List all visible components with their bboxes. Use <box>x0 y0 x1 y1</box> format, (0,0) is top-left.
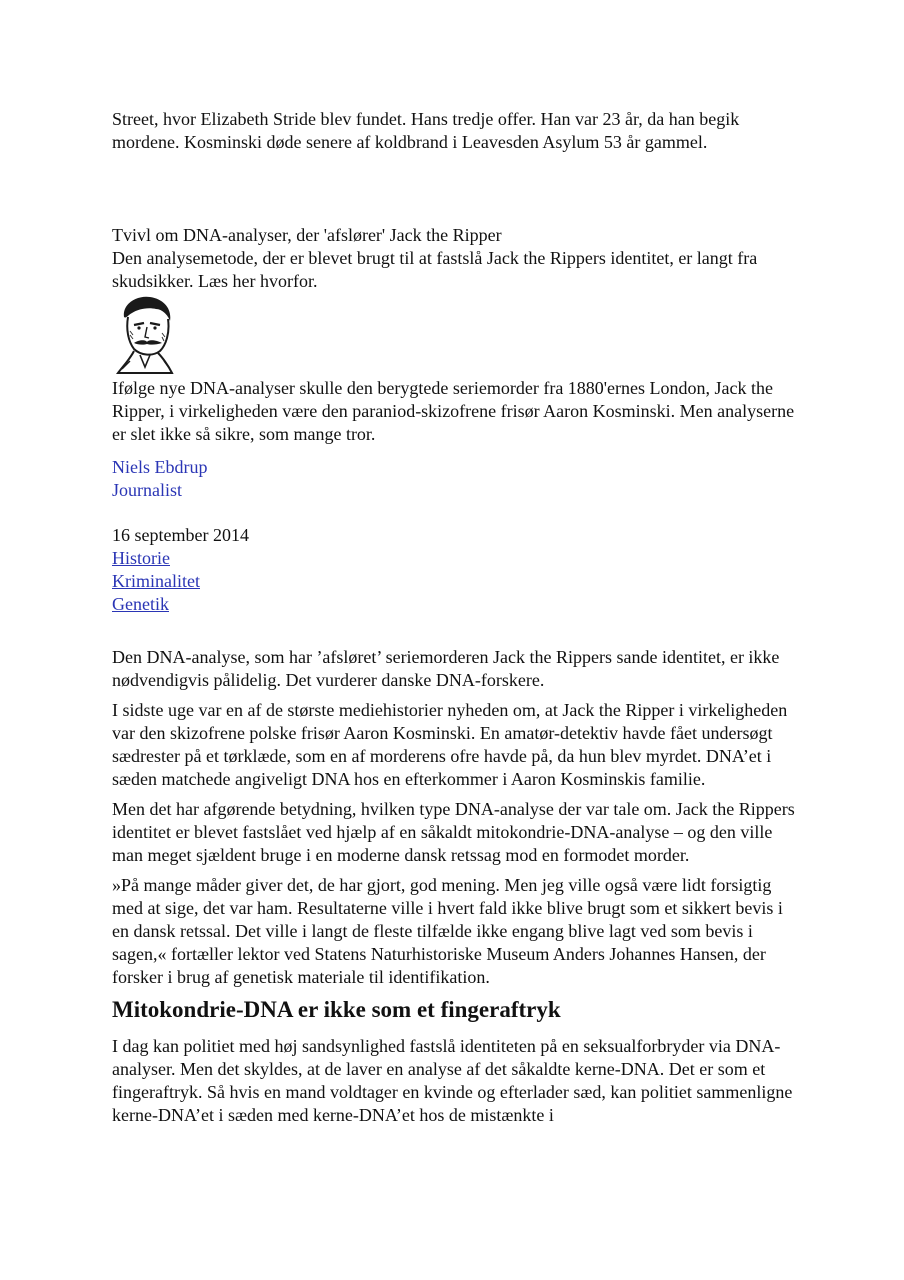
body-paragraph: I dag kan politiet med høj sandsynlighed fastslå identiteten på en seksualforbryder via DNA-analyser. Men det skyldes, at de laver en analyse af det såkaldte kerne-DNA. Det er som et fingeraftryk. Så hvis en mand voldtager en kvinde og efterlader sæd, kan politiet sammenligne kerne-DNA’et i sæden med kerne-DNA’et hos de mistænkte i <box>112 1036 793 1125</box>
author-block <box>112 456 802 502</box>
spacer <box>112 154 802 224</box>
lead-paragraph: Ifølge nye DNA-analyser skulle den berygtede seriemorder fra 1880'ernes London, Jack the Ripper, i virkeligheden være den paraniod-skizofrene frisør Aaron Kosminski. Men analyserne er slet ikke så sikre, som mange tror. <box>112 378 795 444</box>
publish-date: 16 september 2014 <box>112 525 249 545</box>
article-body <box>112 646 802 989</box>
intro-paragraph: Street, hvor Elizabeth Stride blev fundet. Hans tredje offer. Han var 23 år, da han begik mordene. Kosminski døde senere af koldbrand i Leavesden Asylum 53 år gammel. <box>112 109 740 152</box>
teaser-title[interactable]: Tvivl om DNA-analyser, der 'afslører' Jack the Ripper <box>112 225 502 245</box>
section-heading: Mitokondrie-DNA er ikke som et fingeraftryk <box>112 997 561 1022</box>
tag-link-historie[interactable]: Historie <box>112 548 170 568</box>
author-name[interactable]: Niels Ebdrup <box>112 457 208 477</box>
tag-link-genetik[interactable]: Genetik <box>112 594 169 614</box>
body-paragraph: »På mange måder giver det, de har gjort, god mening. Men jeg ville også være lidt forsigtig med at sige, det var ham. Resultaterne ville i hvert fald ikke blive brugt som et sikkert bevis i en dansk retssal. Det ville i langt de fleste tilfælde ikke engang blive lagt ved som bevis i sagen,« fortæller lektor ved Statens Naturhistoriske Museum Anders Johannes Hansen, der forsker i brug af genetisk materiale til identifikation. <box>112 875 783 987</box>
article-page <box>112 108 802 1127</box>
body-paragraph: I sidste uge var en af de største mediehistorier nyheden om, at Jack the Ripper i virkeligheden var den skizofrene polske frisør Aaron Kosminski. En amatør-detektiv havde fået undersøgt sædrester på et tørklæde, som en af morderens ofre havde på, da hun blev myrdet. DNA’et i sæden matchede angiveligt DNA hos en efterkommer i Aaron Kosminskis familie. <box>112 700 788 789</box>
teaser-block <box>112 224 802 446</box>
teaser-summary: Den analysemetode, der er blevet brugt til at fastslå Jack the Rippers identitet, er langt fra skudsikker. Læs her hvorfor. <box>112 248 758 291</box>
body-paragraph: Den DNA-analyse, som har ’afsløret’ seriemorderen Jack the Rippers sande identitet, er ikke nødvendigvis pålidelig. Det vurderer danske DNA-forskere. <box>112 647 780 690</box>
tag-link-kriminalitet[interactable]: Kriminalitet <box>112 571 200 591</box>
body-paragraph: Men det har afgørende betydning, hvilken type DNA-analyse der var tale om. Jack the Rippers identitet er blevet fastslået ved hjælp af en såkaldt mitokondrie-DNA-analyse – og den ville man meget sjældent bruge i en moderne dansk retssag mod en formodet morder. <box>112 799 795 865</box>
author-role: Journalist <box>112 480 182 500</box>
jack-the-ripper-portrait <box>112 295 178 375</box>
tag-list <box>112 547 802 616</box>
